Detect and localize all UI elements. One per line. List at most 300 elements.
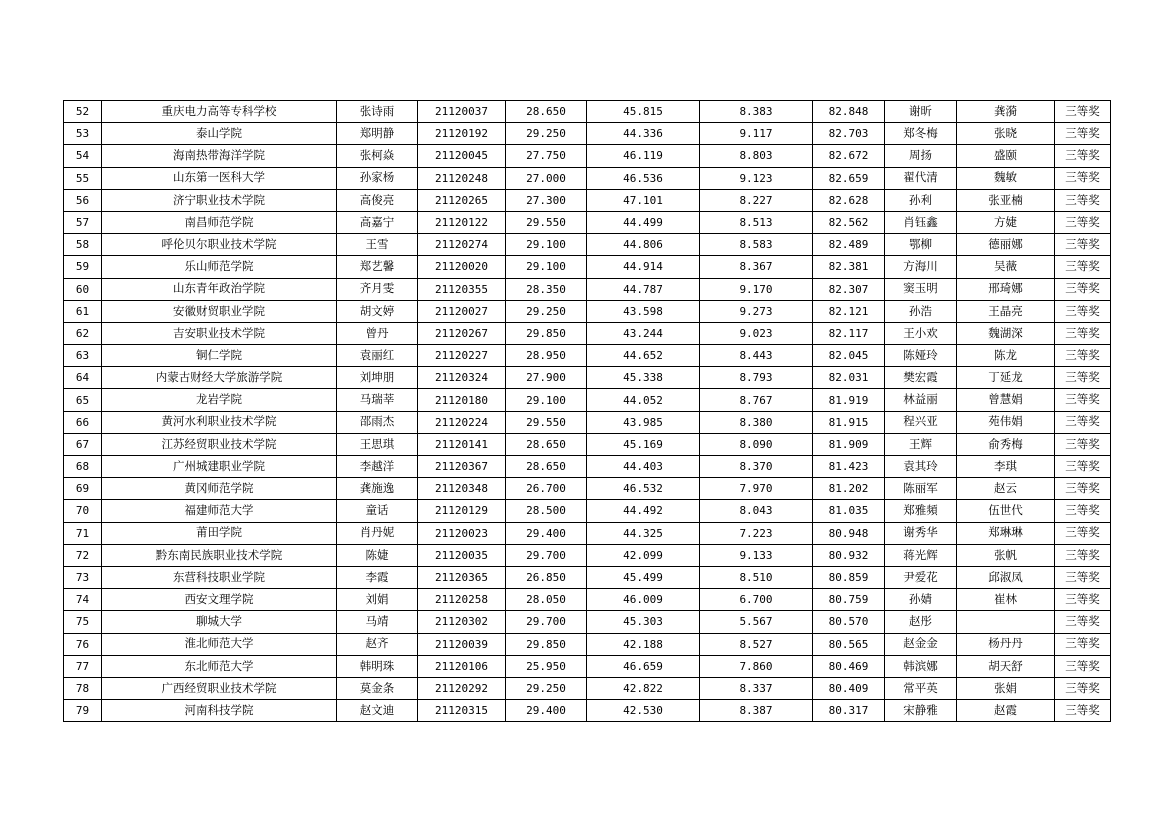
score-2-cell: 46.119 xyxy=(587,145,700,167)
teacher-1-cell: 方海川 xyxy=(885,256,957,278)
school-cell: 莆田学院 xyxy=(102,522,337,544)
score-1-cell: 29.550 xyxy=(506,411,587,433)
award-cell: 三等奖 xyxy=(1055,633,1111,655)
score-1-cell: 28.650 xyxy=(506,456,587,478)
score-2-cell: 44.806 xyxy=(587,234,700,256)
score-1-cell: 29.250 xyxy=(506,123,587,145)
teacher-2-cell: 德丽娜 xyxy=(957,234,1055,256)
student-id-cell: 21120258 xyxy=(418,589,506,611)
total-score-cell: 81.909 xyxy=(813,433,885,455)
table-row xyxy=(64,478,1111,500)
student-name-cell: 孙家杨 xyxy=(337,167,418,189)
score-2-cell: 44.325 xyxy=(587,522,700,544)
teacher-1-cell: 樊宏霞 xyxy=(885,367,957,389)
table-row xyxy=(64,278,1111,300)
teacher-2-cell: 俞秀梅 xyxy=(957,433,1055,455)
score-3-cell: 8.383 xyxy=(700,101,813,123)
school-cell: 淮北师范大学 xyxy=(102,633,337,655)
score-3-cell: 8.767 xyxy=(700,389,813,411)
teacher-1-cell: 孙浩 xyxy=(885,300,957,322)
student-name-cell: 张柯焱 xyxy=(337,145,418,167)
rank-cell: 74 xyxy=(64,589,102,611)
teacher-1-cell: 鄂柳 xyxy=(885,234,957,256)
teacher-2-cell: 曾慧娟 xyxy=(957,389,1055,411)
score-3-cell: 8.380 xyxy=(700,411,813,433)
award-cell: 三等奖 xyxy=(1055,367,1111,389)
table-row xyxy=(64,367,1111,389)
student-name-cell: 马靖 xyxy=(337,611,418,633)
score-2-cell: 42.822 xyxy=(587,677,700,699)
teacher-2-cell: 龚漪 xyxy=(957,101,1055,123)
rank-cell: 77 xyxy=(64,655,102,677)
student-name-cell: 王雪 xyxy=(337,234,418,256)
rank-cell: 66 xyxy=(64,411,102,433)
score-2-cell: 42.530 xyxy=(587,700,700,722)
total-score-cell: 81.915 xyxy=(813,411,885,433)
student-name-cell: 陈婕 xyxy=(337,544,418,566)
score-2-cell: 45.499 xyxy=(587,566,700,588)
award-cell: 三等奖 xyxy=(1055,611,1111,633)
total-score-cell: 80.317 xyxy=(813,700,885,722)
student-name-cell: 莫金条 xyxy=(337,677,418,699)
table-row xyxy=(64,234,1111,256)
student-id-cell: 21120129 xyxy=(418,500,506,522)
total-score-cell: 80.570 xyxy=(813,611,885,633)
student-name-cell: 肖丹妮 xyxy=(337,522,418,544)
table-row xyxy=(64,566,1111,588)
student-name-cell: 赵齐 xyxy=(337,633,418,655)
total-score-cell: 82.672 xyxy=(813,145,885,167)
rank-cell: 75 xyxy=(64,611,102,633)
teacher-2-cell: 丁延龙 xyxy=(957,367,1055,389)
award-cell: 三等奖 xyxy=(1055,411,1111,433)
award-cell: 三等奖 xyxy=(1055,101,1111,123)
score-3-cell: 7.860 xyxy=(700,655,813,677)
rank-cell: 68 xyxy=(64,456,102,478)
total-score-cell: 80.469 xyxy=(813,655,885,677)
score-1-cell: 27.750 xyxy=(506,145,587,167)
award-cell: 三等奖 xyxy=(1055,655,1111,677)
table-row xyxy=(64,544,1111,566)
score-2-cell: 45.169 xyxy=(587,433,700,455)
score-3-cell: 8.513 xyxy=(700,211,813,233)
total-score-cell: 82.121 xyxy=(813,300,885,322)
score-1-cell: 26.700 xyxy=(506,478,587,500)
table-row xyxy=(64,433,1111,455)
teacher-2-cell: 郑琳琳 xyxy=(957,522,1055,544)
teacher-2-cell: 李琪 xyxy=(957,456,1055,478)
school-cell: 河南科技学院 xyxy=(102,700,337,722)
rank-cell: 63 xyxy=(64,345,102,367)
student-id-cell: 21120367 xyxy=(418,456,506,478)
award-cell: 三等奖 xyxy=(1055,478,1111,500)
student-id-cell: 21120027 xyxy=(418,300,506,322)
score-2-cell: 43.598 xyxy=(587,300,700,322)
student-id-cell: 21120141 xyxy=(418,433,506,455)
score-3-cell: 9.273 xyxy=(700,300,813,322)
award-cell: 三等奖 xyxy=(1055,544,1111,566)
score-1-cell: 28.950 xyxy=(506,345,587,367)
teacher-2-cell: 魏湖深 xyxy=(957,322,1055,344)
award-cell: 三等奖 xyxy=(1055,566,1111,588)
table-row xyxy=(64,167,1111,189)
school-cell: 聊城大学 xyxy=(102,611,337,633)
student-id-cell: 21120267 xyxy=(418,322,506,344)
award-cell: 三等奖 xyxy=(1055,433,1111,455)
student-id-cell: 21120020 xyxy=(418,256,506,278)
student-id-cell: 21120106 xyxy=(418,655,506,677)
student-name-cell: 龚施逸 xyxy=(337,478,418,500)
teacher-1-cell: 袁其玲 xyxy=(885,456,957,478)
table-row xyxy=(64,300,1111,322)
score-1-cell: 29.700 xyxy=(506,544,587,566)
award-cell: 三等奖 xyxy=(1055,322,1111,344)
score-2-cell: 44.914 xyxy=(587,256,700,278)
award-cell: 三等奖 xyxy=(1055,211,1111,233)
teacher-1-cell: 孙婧 xyxy=(885,589,957,611)
score-3-cell: 8.043 xyxy=(700,500,813,522)
score-2-cell: 47.101 xyxy=(587,189,700,211)
table-row xyxy=(64,345,1111,367)
score-1-cell: 27.000 xyxy=(506,167,587,189)
score-3-cell: 8.227 xyxy=(700,189,813,211)
teacher-2-cell: 张娟 xyxy=(957,677,1055,699)
total-score-cell: 82.489 xyxy=(813,234,885,256)
award-cell: 三等奖 xyxy=(1055,123,1111,145)
school-cell: 吉安职业技术学院 xyxy=(102,322,337,344)
teacher-2-cell: 杨丹丹 xyxy=(957,633,1055,655)
score-3-cell: 8.443 xyxy=(700,345,813,367)
table-row xyxy=(64,456,1111,478)
school-cell: 龙岩学院 xyxy=(102,389,337,411)
student-name-cell: 李霞 xyxy=(337,566,418,588)
table-row xyxy=(64,211,1111,233)
total-score-cell: 82.628 xyxy=(813,189,885,211)
total-score-cell: 82.381 xyxy=(813,256,885,278)
score-1-cell: 29.100 xyxy=(506,389,587,411)
award-cell: 三等奖 xyxy=(1055,300,1111,322)
rank-cell: 71 xyxy=(64,522,102,544)
student-name-cell: 曾丹 xyxy=(337,322,418,344)
teacher-1-cell: 窦玉明 xyxy=(885,278,957,300)
teacher-2-cell: 魏敏 xyxy=(957,167,1055,189)
score-3-cell: 5.567 xyxy=(700,611,813,633)
table-row xyxy=(64,256,1111,278)
school-cell: 济宁职业技术学院 xyxy=(102,189,337,211)
score-2-cell: 45.815 xyxy=(587,101,700,123)
score-3-cell: 7.970 xyxy=(700,478,813,500)
school-cell: 黔东南民族职业技术学院 xyxy=(102,544,337,566)
award-cell: 三等奖 xyxy=(1055,522,1111,544)
rank-cell: 54 xyxy=(64,145,102,167)
student-name-cell: 高嘉宁 xyxy=(337,211,418,233)
school-cell: 广州城建职业学院 xyxy=(102,456,337,478)
award-cell: 三等奖 xyxy=(1055,167,1111,189)
student-name-cell: 张诗雨 xyxy=(337,101,418,123)
student-id-cell: 21120324 xyxy=(418,367,506,389)
score-1-cell: 27.900 xyxy=(506,367,587,389)
score-3-cell: 9.123 xyxy=(700,167,813,189)
teacher-1-cell: 郑冬梅 xyxy=(885,123,957,145)
student-id-cell: 21120365 xyxy=(418,566,506,588)
results-table-body xyxy=(64,101,1111,722)
rank-cell: 52 xyxy=(64,101,102,123)
rank-cell: 64 xyxy=(64,367,102,389)
teacher-2-cell: 吴薇 xyxy=(957,256,1055,278)
student-name-cell: 高俊亮 xyxy=(337,189,418,211)
score-2-cell: 44.652 xyxy=(587,345,700,367)
school-cell: 黄河水利职业技术学院 xyxy=(102,411,337,433)
teacher-2-cell: 盛颐 xyxy=(957,145,1055,167)
score-3-cell: 8.583 xyxy=(700,234,813,256)
score-3-cell: 9.117 xyxy=(700,123,813,145)
total-score-cell: 82.562 xyxy=(813,211,885,233)
rank-cell: 56 xyxy=(64,189,102,211)
score-1-cell: 28.500 xyxy=(506,500,587,522)
score-1-cell: 29.700 xyxy=(506,611,587,633)
score-3-cell: 8.090 xyxy=(700,433,813,455)
teacher-1-cell: 宋静雅 xyxy=(885,700,957,722)
total-score-cell: 80.859 xyxy=(813,566,885,588)
table-row xyxy=(64,189,1111,211)
table-row xyxy=(64,389,1111,411)
school-cell: 内蒙古财经大学旅游学院 xyxy=(102,367,337,389)
student-name-cell: 赵文迪 xyxy=(337,700,418,722)
score-1-cell: 29.550 xyxy=(506,211,587,233)
school-cell: 广西经贸职业技术学院 xyxy=(102,677,337,699)
student-id-cell: 21120122 xyxy=(418,211,506,233)
school-cell: 铜仁学院 xyxy=(102,345,337,367)
total-score-cell: 82.117 xyxy=(813,322,885,344)
total-score-cell: 80.932 xyxy=(813,544,885,566)
rank-cell: 69 xyxy=(64,478,102,500)
rank-cell: 59 xyxy=(64,256,102,278)
teacher-2-cell: 赵霞 xyxy=(957,700,1055,722)
score-2-cell: 46.659 xyxy=(587,655,700,677)
rank-cell: 76 xyxy=(64,633,102,655)
score-1-cell: 28.650 xyxy=(506,433,587,455)
school-cell: 安徽财贸职业学院 xyxy=(102,300,337,322)
score-2-cell: 43.985 xyxy=(587,411,700,433)
score-2-cell: 44.052 xyxy=(587,389,700,411)
award-cell: 三等奖 xyxy=(1055,256,1111,278)
score-3-cell: 9.023 xyxy=(700,322,813,344)
student-id-cell: 21120274 xyxy=(418,234,506,256)
score-3-cell: 8.803 xyxy=(700,145,813,167)
total-score-cell: 81.202 xyxy=(813,478,885,500)
student-name-cell: 郑艺馨 xyxy=(337,256,418,278)
score-3-cell: 8.337 xyxy=(700,677,813,699)
teacher-1-cell: 陈丽军 xyxy=(885,478,957,500)
total-score-cell: 82.848 xyxy=(813,101,885,123)
results-table xyxy=(63,100,1111,722)
teacher-2-cell: 张帆 xyxy=(957,544,1055,566)
total-score-cell: 82.031 xyxy=(813,367,885,389)
table-row xyxy=(64,633,1111,655)
rank-cell: 57 xyxy=(64,211,102,233)
teacher-1-cell: 赵金金 xyxy=(885,633,957,655)
table-row xyxy=(64,655,1111,677)
table-row xyxy=(64,411,1111,433)
score-2-cell: 43.244 xyxy=(587,322,700,344)
score-3-cell: 8.387 xyxy=(700,700,813,722)
school-cell: 海南热带海洋学院 xyxy=(102,145,337,167)
school-cell: 黄冈师范学院 xyxy=(102,478,337,500)
score-2-cell: 44.403 xyxy=(587,456,700,478)
total-score-cell: 80.759 xyxy=(813,589,885,611)
teacher-1-cell: 翟代清 xyxy=(885,167,957,189)
table-row xyxy=(64,123,1111,145)
student-id-cell: 21120315 xyxy=(418,700,506,722)
rank-cell: 62 xyxy=(64,322,102,344)
award-cell: 三等奖 xyxy=(1055,345,1111,367)
score-3-cell: 8.370 xyxy=(700,456,813,478)
award-cell: 三等奖 xyxy=(1055,500,1111,522)
school-cell: 乐山师范学院 xyxy=(102,256,337,278)
teacher-1-cell: 赵彤 xyxy=(885,611,957,633)
school-cell: 东营科技职业学院 xyxy=(102,566,337,588)
teacher-1-cell: 谢秀华 xyxy=(885,522,957,544)
teacher-2-cell: 邢琦娜 xyxy=(957,278,1055,300)
score-1-cell: 28.650 xyxy=(506,101,587,123)
score-1-cell: 25.950 xyxy=(506,655,587,677)
teacher-1-cell: 陈娅玲 xyxy=(885,345,957,367)
school-cell: 泰山学院 xyxy=(102,123,337,145)
rank-cell: 60 xyxy=(64,278,102,300)
rank-cell: 55 xyxy=(64,167,102,189)
teacher-2-cell: 赵云 xyxy=(957,478,1055,500)
award-cell: 三等奖 xyxy=(1055,456,1111,478)
student-id-cell: 21120224 xyxy=(418,411,506,433)
teacher-1-cell: 林益丽 xyxy=(885,389,957,411)
score-1-cell: 29.850 xyxy=(506,633,587,655)
total-score-cell: 81.423 xyxy=(813,456,885,478)
student-name-cell: 袁丽红 xyxy=(337,345,418,367)
rank-cell: 53 xyxy=(64,123,102,145)
award-cell: 三等奖 xyxy=(1055,234,1111,256)
student-name-cell: 韩明珠 xyxy=(337,655,418,677)
table-row xyxy=(64,322,1111,344)
table-row xyxy=(64,677,1111,699)
score-1-cell: 29.400 xyxy=(506,522,587,544)
score-3-cell: 6.700 xyxy=(700,589,813,611)
total-score-cell: 80.409 xyxy=(813,677,885,699)
award-cell: 三等奖 xyxy=(1055,145,1111,167)
teacher-2-cell: 陈龙 xyxy=(957,345,1055,367)
teacher-2-cell xyxy=(957,611,1055,633)
teacher-2-cell: 王晶亮 xyxy=(957,300,1055,322)
rank-cell: 67 xyxy=(64,433,102,455)
school-cell: 南昌师范学院 xyxy=(102,211,337,233)
teacher-1-cell: 程兴亚 xyxy=(885,411,957,433)
school-cell: 山东青年政治学院 xyxy=(102,278,337,300)
rank-cell: 78 xyxy=(64,677,102,699)
student-id-cell: 21120037 xyxy=(418,101,506,123)
student-id-cell: 21120035 xyxy=(418,544,506,566)
student-id-cell: 21120180 xyxy=(418,389,506,411)
score-1-cell: 28.050 xyxy=(506,589,587,611)
teacher-1-cell: 韩滨娜 xyxy=(885,655,957,677)
student-name-cell: 马瑞莘 xyxy=(337,389,418,411)
score-1-cell: 29.100 xyxy=(506,234,587,256)
score-1-cell: 27.300 xyxy=(506,189,587,211)
student-name-cell: 李越洋 xyxy=(337,456,418,478)
student-id-cell: 21120045 xyxy=(418,145,506,167)
teacher-2-cell: 伍世代 xyxy=(957,500,1055,522)
award-cell: 三等奖 xyxy=(1055,677,1111,699)
rank-cell: 73 xyxy=(64,566,102,588)
rank-cell: 58 xyxy=(64,234,102,256)
score-1-cell: 29.250 xyxy=(506,300,587,322)
score-3-cell: 9.133 xyxy=(700,544,813,566)
total-score-cell: 82.045 xyxy=(813,345,885,367)
score-3-cell: 7.223 xyxy=(700,522,813,544)
score-2-cell: 45.303 xyxy=(587,611,700,633)
school-cell: 江苏经贸职业技术学院 xyxy=(102,433,337,455)
student-id-cell: 21120265 xyxy=(418,189,506,211)
teacher-1-cell: 肖钰鑫 xyxy=(885,211,957,233)
teacher-1-cell: 谢昕 xyxy=(885,101,957,123)
score-1-cell: 28.350 xyxy=(506,278,587,300)
rank-cell: 79 xyxy=(64,700,102,722)
student-name-cell: 王思琪 xyxy=(337,433,418,455)
school-cell: 山东第一医科大学 xyxy=(102,167,337,189)
score-1-cell: 29.400 xyxy=(506,700,587,722)
score-3-cell: 8.367 xyxy=(700,256,813,278)
score-2-cell: 46.536 xyxy=(587,167,700,189)
student-id-cell: 21120292 xyxy=(418,677,506,699)
score-2-cell: 44.787 xyxy=(587,278,700,300)
table-row xyxy=(64,700,1111,722)
student-id-cell: 21120039 xyxy=(418,633,506,655)
teacher-1-cell: 王辉 xyxy=(885,433,957,455)
student-name-cell: 刘坤朋 xyxy=(337,367,418,389)
student-id-cell: 21120023 xyxy=(418,522,506,544)
total-score-cell: 82.703 xyxy=(813,123,885,145)
score-2-cell: 45.338 xyxy=(587,367,700,389)
score-1-cell: 26.850 xyxy=(506,566,587,588)
student-id-cell: 21120227 xyxy=(418,345,506,367)
teacher-2-cell: 苑伟娟 xyxy=(957,411,1055,433)
teacher-1-cell: 郑雅頻 xyxy=(885,500,957,522)
school-cell: 重庆电力高等专科学校 xyxy=(102,101,337,123)
score-2-cell: 44.499 xyxy=(587,211,700,233)
student-name-cell: 齐月雯 xyxy=(337,278,418,300)
total-score-cell: 82.659 xyxy=(813,167,885,189)
teacher-1-cell: 蒋光辉 xyxy=(885,544,957,566)
school-cell: 呼伦贝尔职业技术学院 xyxy=(102,234,337,256)
student-id-cell: 21120302 xyxy=(418,611,506,633)
table-row xyxy=(64,611,1111,633)
school-cell: 福建师范大学 xyxy=(102,500,337,522)
rank-cell: 70 xyxy=(64,500,102,522)
teacher-1-cell: 常平英 xyxy=(885,677,957,699)
score-1-cell: 29.250 xyxy=(506,677,587,699)
teacher-1-cell: 王小欢 xyxy=(885,322,957,344)
teacher-2-cell: 张晓 xyxy=(957,123,1055,145)
score-3-cell: 9.170 xyxy=(700,278,813,300)
score-3-cell: 8.510 xyxy=(700,566,813,588)
student-id-cell: 21120348 xyxy=(418,478,506,500)
table-row xyxy=(64,145,1111,167)
award-cell: 三等奖 xyxy=(1055,700,1111,722)
student-name-cell: 刘娟 xyxy=(337,589,418,611)
total-score-cell: 80.948 xyxy=(813,522,885,544)
award-cell: 三等奖 xyxy=(1055,189,1111,211)
student-id-cell: 21120192 xyxy=(418,123,506,145)
total-score-cell: 80.565 xyxy=(813,633,885,655)
total-score-cell: 82.307 xyxy=(813,278,885,300)
